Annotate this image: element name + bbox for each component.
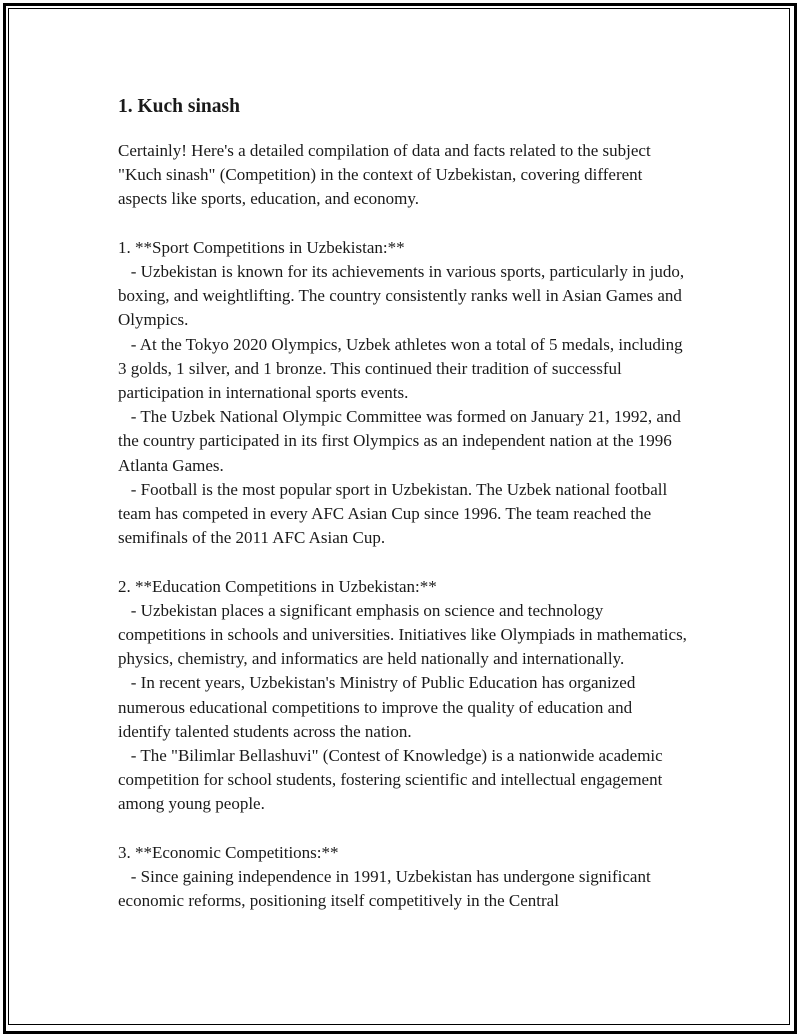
list-item: - Since gaining independence in 1991, Uzbekistan has undergone significant economic reforms, positioning itself competitively in the Central xyxy=(118,867,651,911)
section-heading: 2. **Education Competitions in Uzbekistan:** xyxy=(118,576,437,596)
list-item: - In recent years, Uzbekistan's Ministry of Public Education has organized numerous educational competitions to improve the quality of education and identify talented students across the nation. xyxy=(118,673,636,741)
section-heading: 1. **Sport Competitions in Uzbekistan:** xyxy=(118,237,405,257)
section-heading: 3. **Economic Competitions:** xyxy=(118,842,339,862)
section-sports xyxy=(118,236,688,551)
intro-paragraph: Certainly! Here's a detailed compilation of data and facts related to the subject "Kuch sinash" (Competition) in the context of Uzbekistan, covering different aspects like sports, education, and economy. xyxy=(118,141,651,209)
list-item: - Football is the most popular sport in Uzbekistan. The Uzbek national football team has competed in every AFC Asian Cup since 1996. The team reached the semifinals of the 2011 AFC Asian Cup. xyxy=(118,479,668,548)
list-item: - The Uzbek National Olympic Committee was formed on January 21, 1992, and the country participated in its first Olympics as an independent nation at the 1996 Atlanta Games. xyxy=(118,407,681,475)
section-economy xyxy=(118,841,688,914)
list-item: - Uzbekistan is known for its achievements in various sports, particularly in judo, boxing, and weightlifting. The country consistently ranks well in Asian Games and Olympics. xyxy=(118,262,685,330)
list-item: - Uzbekistan places a significant emphasis on science and technology competitions in schools and universities. Initiatives like Olympiads in mathematics, physics, chemistry, and informatics are held nationally and internationally. xyxy=(118,600,687,669)
list-item: - The "Bilimlar Bellashuvi" (Contest of Knowledge) is a nationwide academic competition for school students, fostering scientific and intellectual engagement among young people. xyxy=(118,746,663,814)
document-title: 1. Kuch sinash xyxy=(118,96,240,117)
section-education xyxy=(118,575,688,817)
list-item: - At the Tokyo 2020 Olympics, Uzbek athletes won a total of 5 medals, including 3 golds, 1 silver, and 1 bronze. This continued their tradition of successful participation in international sports events. xyxy=(118,334,683,403)
document-body xyxy=(118,94,688,913)
